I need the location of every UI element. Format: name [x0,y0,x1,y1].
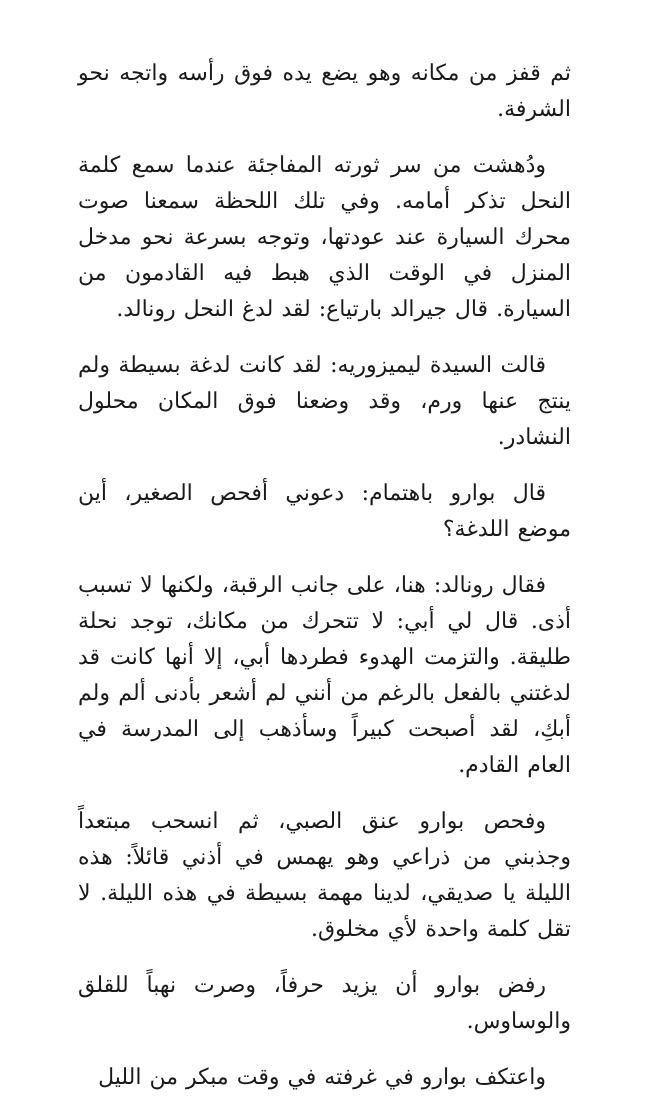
paragraph: ودُهشت من سر ثورته المفاجئة عندما سمع كلمة النحل تذكر أمامه. وفي تلك اللحظة سمعنا صوت محرك السيارة عند عودتها، وتوجه بسرعة نحو مدخل المنزل في الوقت الذي هبط فيه القادمون من السيارة. قال جيرالد بارتياع: لقد لدغ النحل رونالد. [78,153,571,322]
paragraph: ثم قفز من مكانه وهو يضع يده فوق رأسه واتجه نحو الشرفة. [78,61,571,122]
paragraph: قالت السيدة ليميزوريه: لقد كانت لدغة بسيطة ولم ينتج عنها ورم، وقد وضعنا فوق المكان محلول النشادر. [78,353,571,450]
paragraph: واعتكف بوارو في غرفته في وقت مبكر من الليل [98,1065,546,1090]
paragraph: فقال رونالد: هنا، على جانب الرقبة، ولكنها لا تسبب أذى. قال لي أبي: لا تتحرك من مكانك، توجد نحلة طليقة. والتزمت الهدوء فطردها أبي، إلا أنها كانت قد لدغتني بالفعل بالرغم من أنني لم أشعر بأدنى ألم ولم أبكِ، لقد أصبحت كبيراً وسأذهب إلى المدرسة في العام القادم. [78,573,571,778]
paragraph: رفض بوارو أن يزيد حرفاً، وصرت نهباً للقلق والوساوس. [78,973,571,1034]
page-text-body [78,56,571,1116]
paragraph: وفحص بوارو عنق الصبي، ثم انسحب مبتعداً وجذبني من ذراعي وهو يهمس في أذني قائلاً: هذه الليلة يا صديقي، لدينا مهمة بسيطة في هذه الليلة. لا تقل كلمة واحدة لأي مخلوق. [78,809,571,942]
paragraph: قال بوارو باهتمام: دعوني أفحص الصغير، أين موضع اللدغة؟ [78,481,571,542]
